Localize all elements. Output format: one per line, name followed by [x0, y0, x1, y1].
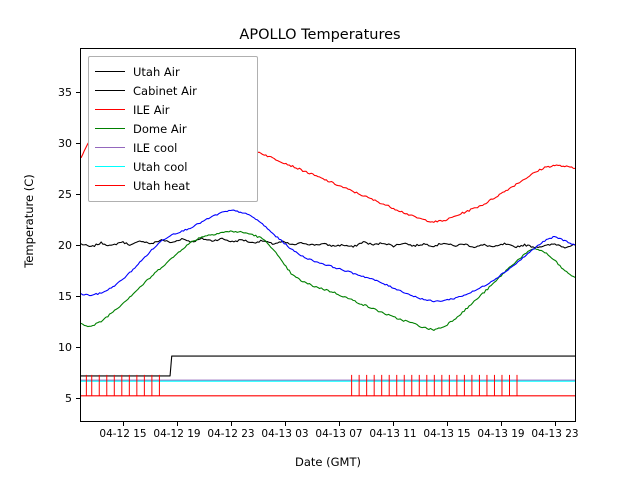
x-tick-mark	[123, 422, 124, 426]
legend-swatch	[95, 128, 125, 129]
x-tick-label: 04-13 11	[369, 428, 417, 440]
x-tick-label: 04-13 07	[315, 428, 363, 440]
x-tick-label: 04-13 23	[531, 428, 579, 440]
legend-label: Utah heat	[133, 178, 190, 193]
y-tick-label: 35	[58, 86, 72, 99]
x-tick-mark	[285, 422, 286, 426]
legend	[88, 56, 258, 202]
legend-item	[95, 62, 251, 81]
legend-item	[95, 81, 251, 100]
x-tick-mark	[231, 422, 232, 426]
x-tick-mark	[339, 422, 340, 426]
legend-item	[95, 157, 251, 176]
series-secondary-blue	[81, 210, 575, 302]
y-tick-label: 30	[58, 137, 72, 150]
x-tick-mark	[177, 422, 178, 426]
x-tick-label: 04-12 15	[99, 428, 147, 440]
legend-swatch	[95, 90, 125, 91]
legend-swatch	[95, 166, 125, 167]
legend-label: ILE Air	[133, 102, 170, 117]
legend-item	[95, 138, 251, 157]
legend-swatch	[95, 109, 125, 110]
x-tick-label: 04-13 19	[477, 428, 525, 440]
x-tick-mark	[555, 422, 556, 426]
y-tick-label: 20	[58, 239, 72, 252]
x-tick-label: 04-12 23	[207, 428, 255, 440]
y-tick-label: 5	[65, 392, 72, 405]
x-tick-mark	[501, 422, 502, 426]
legend-item	[95, 119, 251, 138]
legend-item	[95, 100, 251, 119]
legend-swatch	[95, 147, 125, 148]
y-tick-label: 25	[58, 188, 72, 201]
series-cabinet-air	[81, 356, 575, 376]
x-tick-mark	[393, 422, 394, 426]
legend-label: Cabinet Air	[133, 83, 197, 98]
legend-swatch	[95, 185, 125, 186]
legend-label: Utah cool	[133, 159, 188, 174]
x-tick-label: 04-13 03	[261, 428, 309, 440]
legend-swatch	[95, 71, 125, 72]
legend-label: ILE cool	[133, 140, 178, 155]
x-tick-mark	[447, 422, 448, 426]
y-axis-label: Temperature (C)	[22, 174, 36, 268]
x-axis-label: Date (GMT)	[295, 455, 361, 469]
legend-item	[95, 176, 251, 195]
chart-title: APOLLO Temperatures	[239, 27, 401, 43]
y-tick-label: 10	[58, 341, 72, 354]
legend-label: Dome Air	[133, 121, 187, 136]
x-tick-label: 04-12 19	[153, 428, 201, 440]
legend-label: Utah Air	[133, 64, 180, 79]
x-tick-label: 04-13 15	[423, 428, 471, 440]
y-tick-label: 15	[58, 290, 72, 303]
